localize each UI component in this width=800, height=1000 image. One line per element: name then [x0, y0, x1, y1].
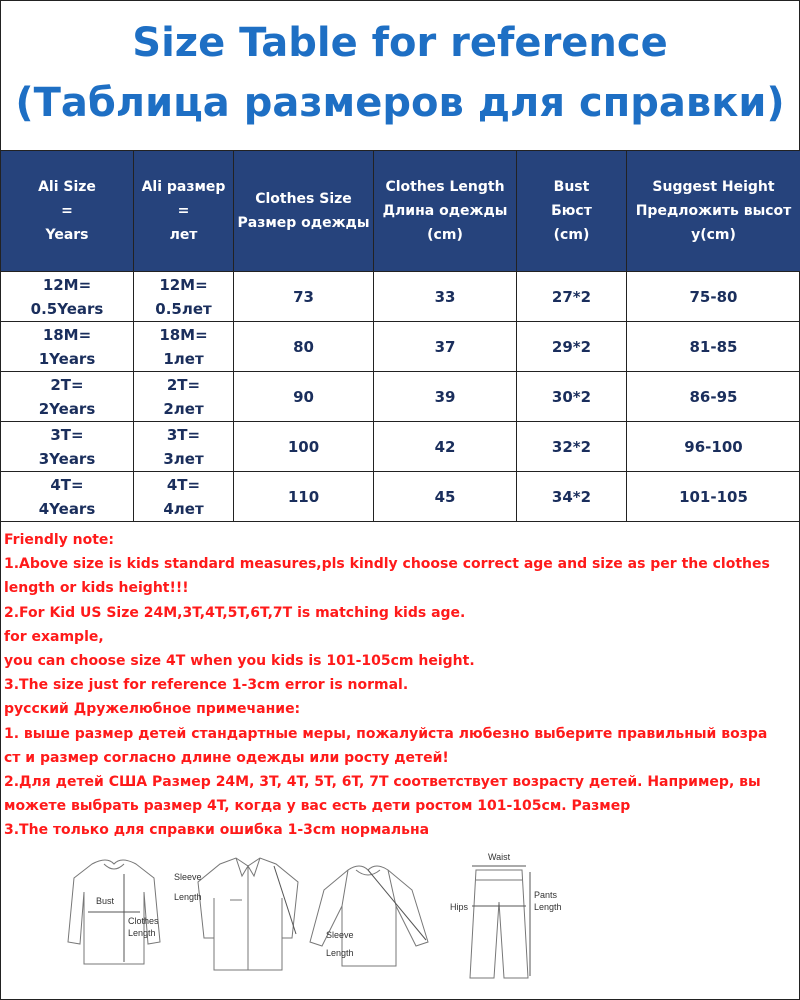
sweatshirt-sketch — [68, 860, 160, 964]
cell-clothes-length: 42 — [374, 422, 517, 472]
cell-ali-size-ru — [134, 272, 234, 322]
header-clothes-size — [234, 151, 374, 272]
cell-line: 4лет — [163, 499, 204, 518]
header-line: Предложить высот — [635, 203, 792, 219]
header-clothes-length — [374, 151, 517, 272]
cell-line: 3лет — [163, 449, 204, 468]
cell-clothes-length: 39 — [374, 372, 517, 422]
header-line: Ali Size — [38, 179, 96, 195]
cell-line: 3T= — [50, 425, 84, 444]
cell-line: 12M= — [159, 275, 208, 294]
cell-line: 2Years — [38, 399, 96, 418]
cell-line: 0.5Years — [30, 299, 104, 318]
title-line-2: (Таблица размеров для справки) — [15, 80, 785, 126]
note-line: 2.Для детей США Размер 24M, 3T, 4T, 5T, 6T, 7T соответствует возрасту детей. Например, вы — [4, 774, 761, 791]
note-line: можете выбрать размер 4T, когда у вас есть дети ростом 101-105см. Размер — [4, 798, 631, 815]
cell-height: 86-95 — [627, 372, 800, 422]
cell-line: 1Years — [38, 349, 96, 368]
note-line: 3.The только для справки ошибка 1-3cm нормальна — [4, 822, 430, 839]
cell-ali-size-ru — [134, 322, 234, 372]
header-line: y(cm) — [691, 227, 736, 243]
header-bust — [517, 151, 627, 272]
cell-ali-size — [1, 322, 134, 372]
size-table — [0, 150, 800, 522]
header-line: = — [177, 203, 190, 219]
cell-ali-size — [1, 472, 134, 522]
note-line: 2.For Kid US Size 24M,3T,4T,5T,6T,7T is matching kids age. — [4, 604, 466, 621]
title-line-1: Size Table for reference — [132, 20, 668, 66]
label-hips: Hips — [450, 902, 469, 912]
cell-ali-size — [1, 272, 134, 322]
cell-line: 3Years — [38, 449, 96, 468]
label-bust: Bust — [96, 896, 115, 906]
header-ali-size-ru — [134, 151, 234, 272]
cell-height: 81-85 — [627, 322, 800, 372]
pants-sketch — [470, 866, 530, 978]
label-clothes: Clothes — [128, 916, 159, 926]
cell-height: 75-80 — [627, 272, 800, 322]
note-line: for example, — [4, 628, 104, 645]
label-sleeve: Sleeve — [174, 872, 202, 882]
label-pants-length: Length — [534, 902, 562, 912]
cell-ali-size-ru — [134, 472, 234, 522]
label-sleeve-2: Sleeve — [326, 930, 354, 940]
cell-bust: 27*2 — [517, 272, 627, 322]
header-ali-size — [1, 151, 134, 272]
note-line: 1. выше размер детей стандартные меры, пожалуйста любезно выберите правильный возра — [4, 725, 768, 742]
cell-clothes-size: 73 — [234, 272, 374, 322]
cell-clothes-size: 110 — [234, 472, 374, 522]
cell-line: 12M= — [42, 275, 92, 294]
header-line: Suggest Height — [652, 179, 775, 195]
cell-line: 4T= — [50, 475, 84, 494]
table-header-row — [1, 151, 800, 272]
label-pants: Pants — [534, 890, 558, 900]
header-line: Years — [45, 227, 89, 243]
table-row — [1, 422, 800, 472]
label-waist: Waist — [488, 852, 511, 862]
cell-ali-size — [1, 372, 134, 422]
header-line: Bust — [553, 179, 590, 195]
cell-clothes-size: 80 — [234, 322, 374, 372]
note-line: length or kids height!!! — [4, 580, 189, 597]
friendly-note — [4, 528, 796, 843]
cell-ali-size — [1, 422, 134, 472]
cell-clothes-size: 100 — [234, 422, 374, 472]
cell-clothes-length: 33 — [374, 272, 517, 322]
cell-bust: 30*2 — [517, 372, 627, 422]
cell-bust: 34*2 — [517, 472, 627, 522]
cell-line: 2лет — [163, 399, 204, 418]
cell-line: 4T= — [166, 475, 201, 494]
label-length-2: Length — [326, 948, 354, 958]
cell-line: 4Years — [38, 499, 96, 518]
cell-clothes-size: 90 — [234, 372, 374, 422]
header-line: Размер одежды — [237, 215, 370, 231]
table-row — [1, 322, 800, 372]
cell-ali-size-ru — [134, 422, 234, 472]
cell-line: 18M= — [159, 325, 208, 344]
cell-line: 0.5лет — [155, 299, 212, 318]
note-line: Friendly note: — [4, 532, 115, 548]
cell-line: 3T= — [166, 425, 201, 444]
cell-line: 1лет — [163, 349, 204, 368]
header-suggest-height — [627, 151, 800, 272]
note-line: русский Дружелюбное примечание: — [4, 701, 301, 718]
table-row — [1, 472, 800, 522]
header-line: = — [61, 203, 73, 219]
measurement-diagram — [52, 842, 582, 992]
note-line: 1.Above size is kids standard measures,pls kindly choose correct age and size as per the clothes — [4, 556, 770, 573]
page-title — [0, 0, 800, 150]
cell-clothes-length: 45 — [374, 472, 517, 522]
table-row — [1, 372, 800, 422]
header-line: Clothes Length — [385, 179, 505, 195]
cell-bust: 29*2 — [517, 322, 627, 372]
cell-height: 96-100 — [627, 422, 800, 472]
note-line: 3.The size just for reference 1-3cm error is normal. — [4, 677, 409, 694]
label-length: Length — [128, 928, 156, 938]
cell-line: 2T= — [50, 375, 84, 394]
cell-line: 18M= — [42, 325, 92, 344]
header-line: Длина одежды — [382, 203, 508, 219]
table-row — [1, 272, 800, 322]
cell-bust: 32*2 — [517, 422, 627, 472]
header-line: Clothes Size — [255, 191, 352, 207]
header-line: лет — [169, 227, 198, 243]
header-line: Бюст — [551, 203, 592, 219]
header-line: (cm) — [427, 227, 463, 243]
cell-clothes-length: 37 — [374, 322, 517, 372]
note-line: you can choose size 4T when you kids is 101-105cm height. — [4, 653, 475, 670]
shirt-sketch — [198, 858, 298, 970]
label-sleeve-length: Length — [174, 892, 202, 902]
cell-ali-size-ru — [134, 372, 234, 422]
header-line: Ali размер — [141, 179, 226, 195]
note-line: ст и размер согласно длине одежды или росту детей! — [4, 749, 449, 766]
cell-line: 2T= — [166, 375, 201, 394]
cell-height: 101-105 — [627, 472, 800, 522]
header-line: (cm) — [553, 227, 590, 243]
